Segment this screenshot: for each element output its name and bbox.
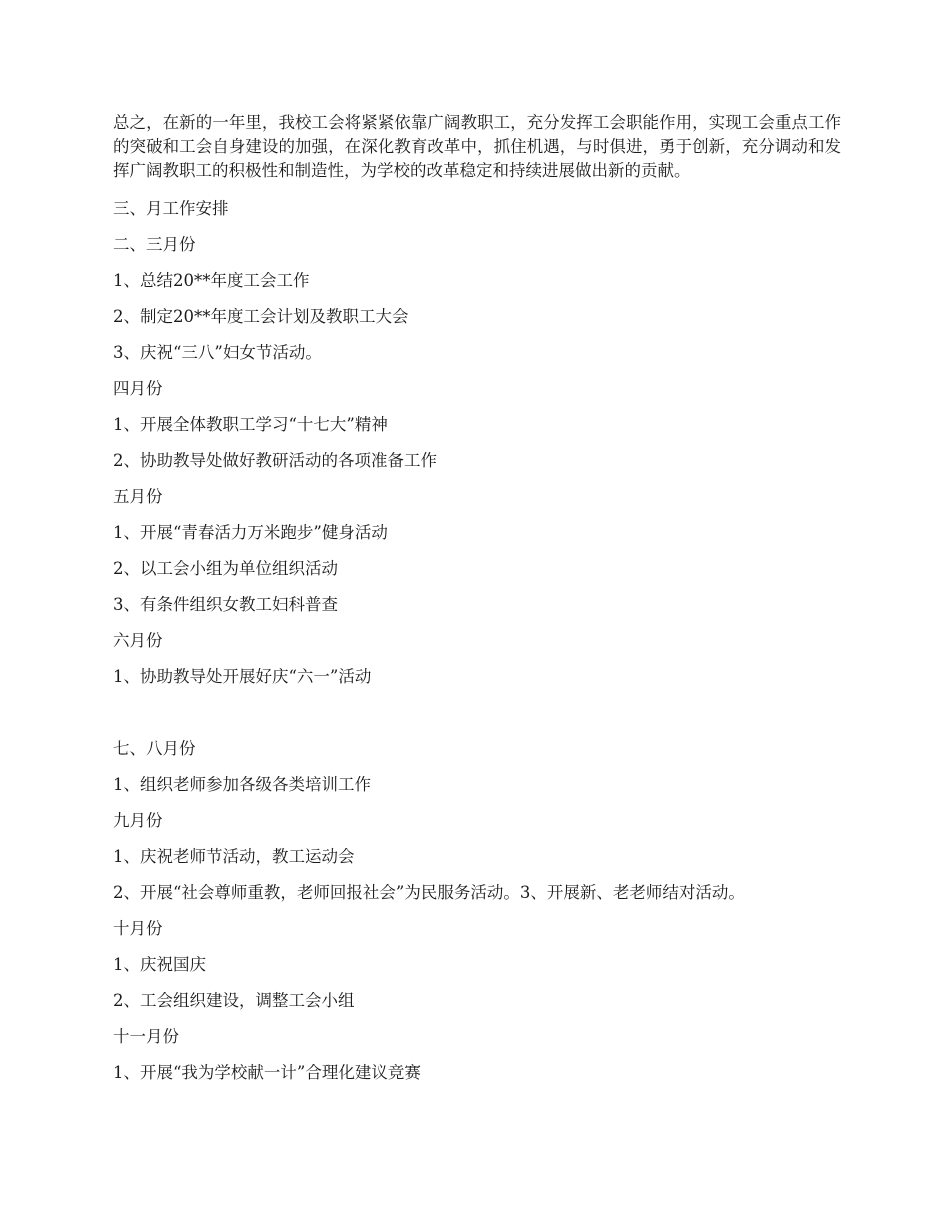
- month-heading-nov: 十一月份: [113, 1027, 179, 1046]
- month-heading-sep: 九月份: [113, 811, 163, 830]
- month-heading-may: 五月份: [113, 487, 163, 506]
- list-item: 1、庆祝国庆: [113, 955, 206, 974]
- month-heading-feb-mar: 二、三月份: [113, 235, 196, 254]
- intro-paragraph: 总之，在新的一年里，我校工会将紧紧依靠广阔教职工，充分发挥工会职能作用，实现工会重点工作的突破和工会自身建设的加强，在深化教育改革中，抓住机遇，与时俱进，勇于创新，充分调动和发挥广阔教职工的积极性和制造性，为学校的改革稳定和持续进展做出新的贡献。: [113, 113, 841, 180]
- list-item: 1、开展全体教职工学习“十七大”精神: [113, 415, 388, 434]
- list-item: 3、有条件组织女教工妇科普查: [113, 595, 338, 614]
- month-heading-oct: 十月份: [113, 919, 163, 938]
- month-heading-apr: 四月份: [113, 379, 163, 398]
- list-item: 1、总结20**年度工会工作: [113, 271, 310, 290]
- list-item: 3、庆祝“三八”妇女节活动。: [113, 343, 322, 362]
- list-item: 2、以工会小组为单位组织活动: [113, 559, 338, 578]
- list-item: 1、庆祝老师节活动，教工运动会: [113, 847, 355, 866]
- list-item: 1、开展“我为学校献一计”合理化建议竞赛: [113, 1063, 421, 1082]
- list-item: 2、协助教导处做好教研活动的各项准备工作: [113, 451, 437, 470]
- blank-space: [113, 701, 841, 737]
- list-item: 1、协助教导处开展好庆“六一”活动: [113, 667, 372, 686]
- list-item: 2、工会组织建设，调整工会小组: [113, 991, 355, 1010]
- list-item: 1、开展“青春活力万米跑步”健身活动: [113, 523, 388, 542]
- month-heading-jul-aug: 七、八月份: [113, 739, 196, 758]
- month-heading-jun: 六月份: [113, 631, 163, 650]
- list-item: 1、组织老师参加各级各类培训工作: [113, 775, 371, 794]
- list-item: 2、制定20**年度工会计划及教职工大会: [113, 307, 409, 326]
- list-item: 2、开展“社会尊师重教，老师回报社会”为民服务活动。3、开展新、老老师结对活动。: [113, 883, 745, 902]
- document-page: [113, 111, 841, 1097]
- section-heading-monthly-plan: 三、月工作安排: [113, 199, 229, 218]
